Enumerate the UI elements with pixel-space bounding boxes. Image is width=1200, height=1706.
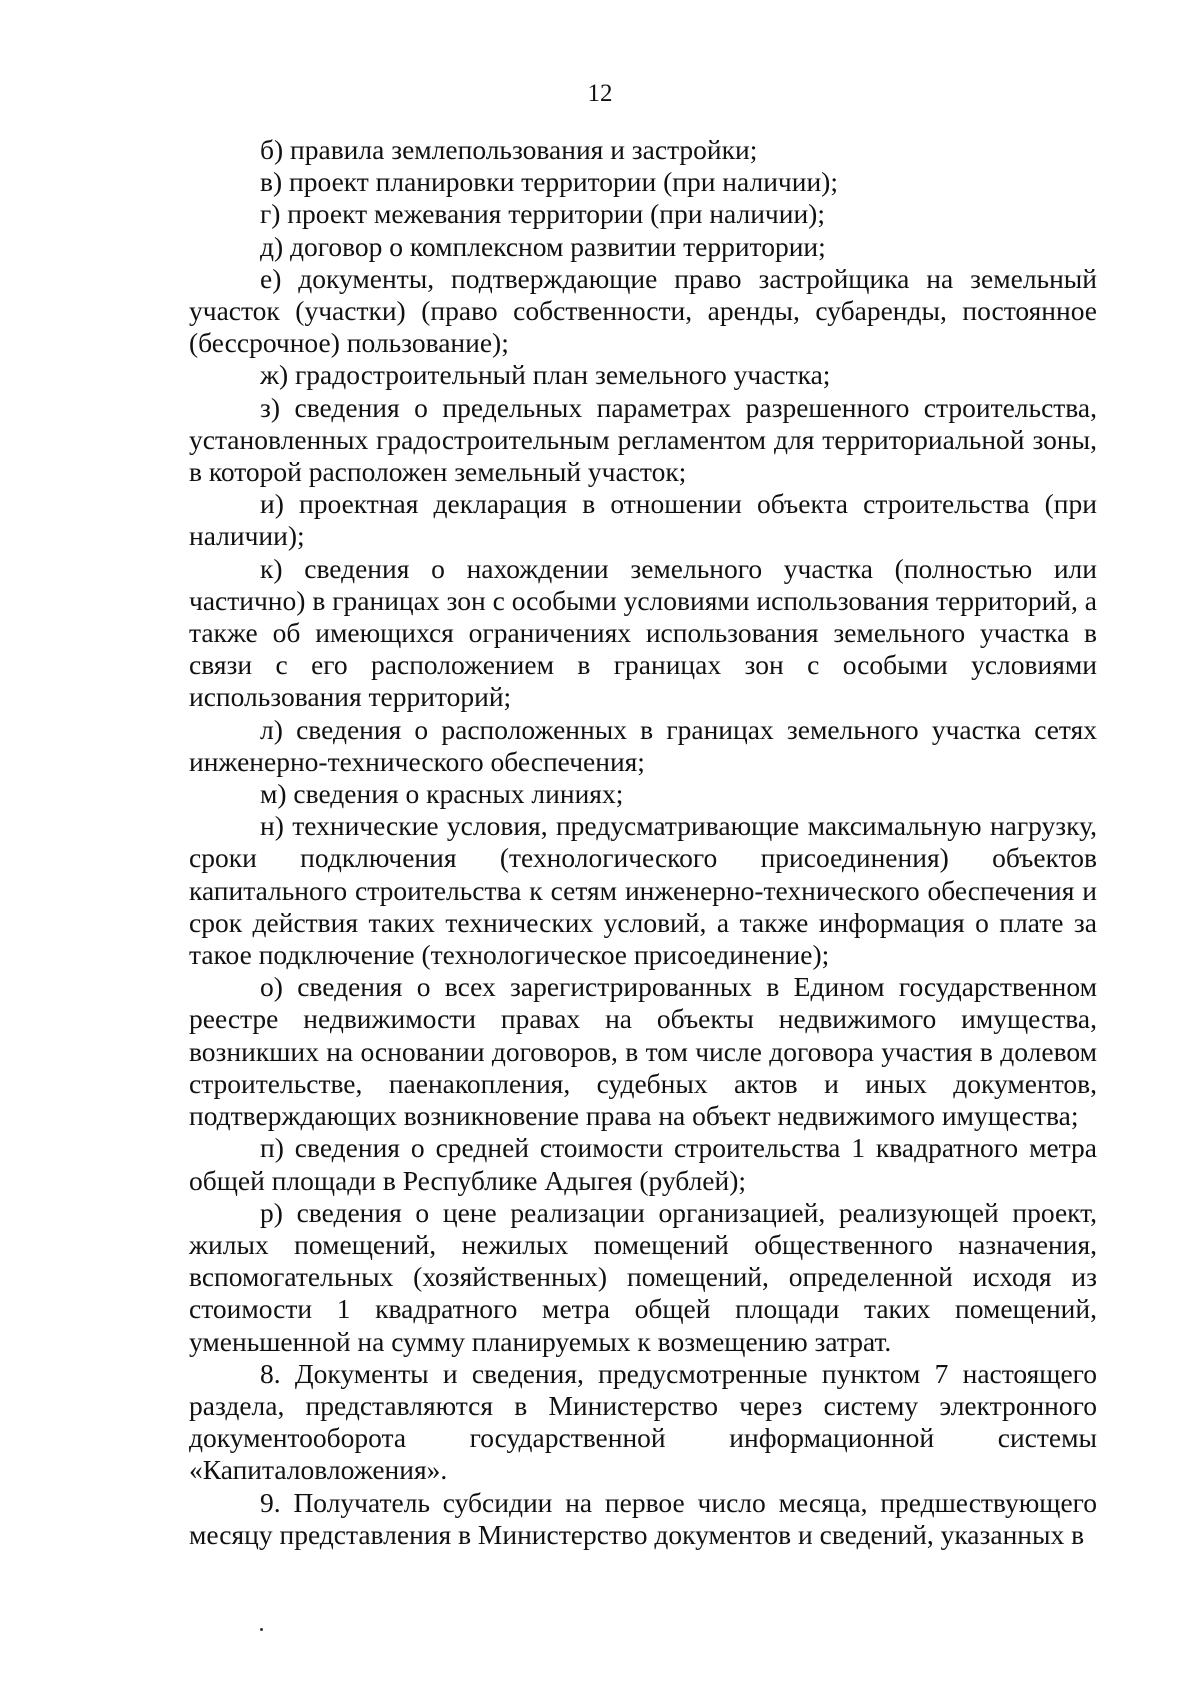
list-item-b: б) правила землепользования и застройки; xyxy=(260,134,758,165)
list-item-o: о) сведения о всех зарегистрированных в Едином государственном реестре недвижимости правах на объекты недвижимого имущества, возникших на основании договоров, в том числе договора участия в долевом строительстве, паенакопления, судебных актов и иных документов, подтверждающих возникновение права на объект недвижимого имущества; xyxy=(189,971,1097,1132)
list-item-z: з) сведения о предельных параметрах разрешенного строительства, установленных градостроительным регламентом для территориальной зоны, в которой расположен земельный участок; xyxy=(189,391,1097,488)
list-item-e: е) документы, подтверждающие право застройщика на земельный участок (участки) (право собственности, аренды, субаренды, постоянное (бессрочное) пользование); xyxy=(189,262,1097,359)
list-item-k: к) сведения о нахождении земельного участка (полностью или частично) в границах зон с особыми условиями использования территорий, а также об имеющихся ограничениях использования земельного участка в связи с его расположением в границах зон с особыми условиями использования территорий; xyxy=(189,552,1097,713)
section-paragraph-9: 9. Получатель субсидии на первое число месяца, предшествующего месяцу представления в Министерство документов и сведений, указанных в xyxy=(189,1486,1097,1550)
page-number: 12 xyxy=(587,80,613,107)
list-item-v: в) проект планировки территории (при наличии); xyxy=(260,166,838,198)
list-item-g: г) проект межевания территории (при наличии); xyxy=(260,198,825,230)
list-item-n: н) технические условия, предусматривающие максимальную нагрузку, сроки подключения (технологического присоединения) объектов капитального строительства к сетям инженерно-технического обеспечения и срок действия таких технических условий, а также информация о плате за такое подключение (технологическое присоединение); xyxy=(189,810,1097,971)
list-item-i: и) проектная декларация в отношении объекта строительства (при наличии); xyxy=(189,488,1097,552)
list-item-p: п) сведения о средней стоимости строительства 1 квадратного метра общей площади в Республике Адыгея (рублей); xyxy=(189,1132,1097,1196)
list-item-l: л) сведения о расположенных в границах земельного участка сетях инженерно-технического обеспечения; xyxy=(189,713,1097,777)
list-item-m: м) сведения о красных линиях; xyxy=(260,778,624,810)
list-item-d: д) договор о комплексном развитии территории; xyxy=(260,230,826,262)
list-item-zh: ж) градостроительный план земельного участка; xyxy=(260,359,831,391)
list-item-r: р) сведения о цене реализации организацией, реализующей проект, жилых помещений, нежилых помещений общественного назначения, вспомогательных (хозяйственных) помещений, определенной исходя из стоимости 1 квадратного метра общей площади таких помещений, уменьшенной на сумму планируемых к возмещению затрат. xyxy=(189,1196,1097,1357)
document-body xyxy=(189,134,1097,1551)
scan-artifact-dot xyxy=(260,1628,263,1631)
section-paragraph-8: 8. Документы и сведения, предусмотренные пунктом 7 настоящего раздела, представляются в Министерство через систему электронного документооборота государственной информационной системы «Капиталовложения». xyxy=(189,1357,1097,1486)
